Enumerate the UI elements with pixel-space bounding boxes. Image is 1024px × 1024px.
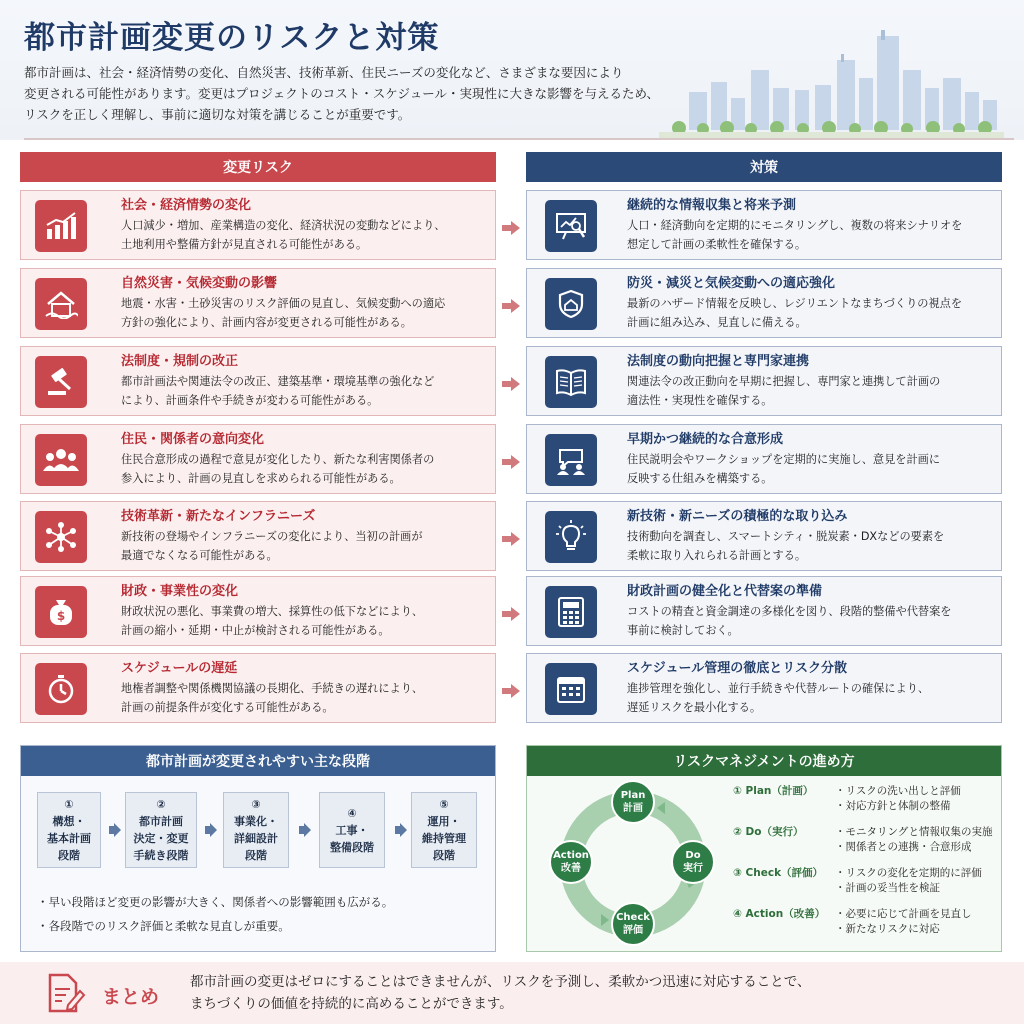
stages-panel [20,745,496,952]
measure-text: 技術動向を調査し、スマートシティ・脱炭素・DXなどの要素を [627,530,945,543]
calculator-icon [545,586,597,638]
risk-card [20,190,496,260]
arrow-right-icon [109,823,121,837]
arrow-right-icon [502,455,520,469]
arrow-right-icon [502,299,520,313]
stage-number: ④ [347,806,357,820]
gavel-icon [35,356,87,408]
risk-card [20,268,496,338]
summary-line: 都市計画の変更はゼロにすることはできませんが、リスクを予測し、柔軟かつ迅速に対応することで、 [190,974,811,990]
measure-text: 適法性・実現性を確保する。 [627,394,773,407]
measure-column-heading: 対策 [526,152,1002,182]
arrow-right-icon [299,823,311,837]
measure-title: 防災・減災と気候変動への適応強化 [627,276,836,291]
risk-text: 住民合意形成の過程で意見が変化したり、新たな利害関係者の [121,453,435,466]
pdca-node-do [671,840,715,884]
stage-label: 段階 [433,849,455,862]
stage-box [37,792,101,868]
measure-title: スケジュール管理の徹底とリスク分散 [627,661,847,676]
risk-title: 社会・経済情勢の変化 [121,198,252,213]
measure-title: 新技術・新ニーズの積極的な取り込み [627,509,848,524]
pdca-step-item: ・対応方針と体制の整備 [835,800,951,812]
pdca-step-item: ・新たなリスクに対応 [835,923,940,935]
pdca-node-action [549,840,593,884]
city-skyline-illustration [659,30,1004,138]
pdca-step-label: ① Plan（計画） [733,785,814,797]
risk-card [20,424,496,494]
arrow-right-icon [395,823,407,837]
stage-label: 詳細設計 [234,832,278,845]
disaster-house-icon [35,278,87,330]
stages-notes [37,890,393,938]
stage-label: 段階 [245,849,267,862]
pdca-node-en: Do [685,850,701,861]
chart-growth-icon [35,200,87,252]
stage-box [319,792,385,868]
arrow-right-icon [502,607,520,621]
stage-label: 段階 [58,849,80,862]
risk-management-panel [526,745,1002,952]
risk-card [20,501,496,571]
risk-title: 法制度・規制の改正 [121,354,239,369]
pdca-step-item: ・リスクの洗い出しと評価 [835,785,961,797]
measure-text: 進捗管理を強化し、並行手続きや代替ルートの確保により、 [627,682,930,695]
pdca-node-check [611,902,655,946]
people-group-icon [35,434,87,486]
stage-label: 手続き段階 [133,849,189,862]
summary-bar [0,962,1024,1024]
pdca-node-ja: 改善 [561,863,581,874]
risk-title: 技術革新・新たなインフラニーズ [121,509,316,524]
pdca-node-ja: 評価 [623,925,643,936]
risk-text: 人口減少・増加、産業構造の変化、経済状況の変動などにより、 [121,219,446,232]
stage-label: 工事・ [335,823,369,837]
risk-text: 参入により、計画の見直しを求められる可能性がある。 [121,472,401,485]
discussion-icon [545,434,597,486]
risk-card [20,576,496,646]
measure-text: 反映する仕組みを構築する。 [627,472,773,485]
stage-label: 事業化・ [234,815,278,828]
measure-text: 想定して計画の柔軟性を確保する。 [627,238,807,251]
risk-text: 財政状況の悪化、事業費の増大、採算性の低下などにより、 [121,605,424,618]
measure-text: 計画に組み込み、見直しに備える。 [627,316,807,329]
monitor-analysis-icon [545,200,597,252]
measure-card [526,190,1002,260]
pdca-step-item: ・必要に応じて計画を見直し [835,908,972,920]
pdca-step-item: ・モニタリングと情報収集の実施 [835,826,993,838]
risk-card [20,346,496,416]
summary-text [190,971,810,1015]
pdca-step-label: ② Do（実行） [733,826,804,838]
arrow-right-icon [502,684,520,698]
pdca-node-ja: 計画 [623,803,643,814]
arrow-right-icon [502,221,520,235]
measure-text: 最新のハザード情報を反映し、レジリエントなまちづくりの視点を [627,297,963,310]
summary-label: まとめ [102,986,160,1008]
measure-title: 継続的な情報収集と将来予測 [627,198,797,213]
pdca-step [733,823,993,864]
risk-title: 自然災害・気候変動の影響 [121,276,278,291]
stage-label: 運用・ [427,815,461,828]
pdca-node-ja: 実行 [683,863,703,874]
arrow-right-icon [502,532,520,546]
pdca-node-en: Action [553,850,589,861]
pdca-step [733,905,993,946]
intro-line: 都市計画は、社会・経済情勢の変化、自然災害、技術革新、住民ニーズの変化など、さまざまな要因により [24,65,624,80]
pdca-steps [733,782,993,946]
measure-card [526,268,1002,338]
book-icon [545,356,597,408]
measure-text: 事前に検討しておく。 [627,624,739,637]
stage-number: ③ [251,798,261,811]
pdca-node-plan [611,780,655,824]
risk-title: スケジュールの遅延 [121,661,238,676]
risk-text: 計画の前提条件が変化する可能性がある。 [121,701,334,714]
risk-text: 計画の縮小・延期・中止が検討される可能性がある。 [121,624,390,637]
stage-number: ② [156,798,166,811]
risk-text: 地権者調整や関係機関協議の長期化、手続きの遅れにより、 [121,682,424,695]
lightbulb-icon [545,511,597,563]
money-bag-icon [35,586,87,638]
summary-line: まちづくりの価値を持続的に高めることができます。 [190,996,513,1012]
stage-box [125,792,197,868]
arrow-right-icon [502,377,520,391]
pdca-step [733,864,993,905]
measure-title: 早期かつ継続的な合意形成 [627,432,784,447]
intro-text [24,62,704,125]
pdca-step-item: ・リスクの変化を定期的に評価 [835,867,982,879]
stage-number: ⑤ [439,798,449,811]
document-pen-icon [46,971,86,1015]
arrow-right-icon [205,823,217,837]
network-icon [35,511,87,563]
pdca-step [733,782,993,823]
measure-title: 財政計画の健全化と代替案の準備 [627,584,823,599]
risk-column-heading: 変更リスク [20,152,496,182]
risk-title: 住民・関係者の意向変化 [121,432,265,447]
risk-text: 新技術の登場やインフラニーズの変化により、当初の計画が [121,530,423,543]
svg-text:$: $ [56,609,66,623]
measure-card [526,501,1002,571]
risk-management-heading: リスクマネジメントの進め方 [527,746,1001,776]
intro-line: 変更される可能性があります。変更はプロジェクトのコスト・スケジュール・実現性に大きな影響を与えるため、 [24,86,660,101]
stage-label: 整備段階 [330,840,374,854]
stage-box [223,792,289,868]
pdca-step-item: ・関係者との連携・合意形成 [835,841,972,853]
stage-box [411,792,477,868]
pdca-node-en: Check [616,912,650,923]
stage-label: 都市計画 [139,815,183,828]
measure-card [526,576,1002,646]
risk-text: により、計画条件や手続きが変わる可能性がある。 [121,394,379,407]
measure-card [526,346,1002,416]
pdca-step-label: ④ Action（改善） [733,908,826,920]
stage-label: 維持管理 [422,832,466,845]
stage-note: ・早い段階ほど変更の影響が大きく、関係者への影響範囲も広がる。 [37,895,394,909]
risk-text: 方針の強化により、計画内容が変更される可能性がある。 [121,316,412,329]
stage-note: ・各段階でのリスク評価と柔軟な見直しが重要。 [37,919,290,933]
stage-number: ① [64,798,74,811]
pdca-step-item: ・計画の妥当性を検証 [835,882,940,894]
measure-text: 遅延リスクを最小化する。 [627,701,762,714]
page-title: 都市計画変更のリスクと対策 [24,20,440,56]
measure-text: 関連法令の改正動向を早期に把握し、専門家と連携して計画の [627,375,941,388]
measure-card [526,653,1002,723]
risk-card [20,653,496,723]
pdca-cycle [537,778,737,950]
measure-text: コストの精査と資金調達の多様化を図り、段階的整備や代替案を [627,605,952,618]
pdca-node-en: Plan [620,790,646,801]
stage-label: 基本計画 [47,832,91,845]
calendar-icon [545,663,597,715]
stages-heading: 都市計画が変更されやすい主な段階 [21,746,495,776]
header [0,0,1024,140]
risk-text: 最適でなくなる可能性がある。 [121,549,278,562]
stage-label: 構想・ [52,815,86,828]
risk-text: 土地利用や整備方針が見直される可能性がある。 [121,238,368,251]
risk-text: 都市計画法や関連法令の改正、建築基準・環境基準の強化など [121,375,435,388]
shield-house-icon [545,278,597,330]
stage-label: 決定・変更 [133,832,189,845]
measure-text: 柔軟に取り入れられる計画とする。 [627,549,807,562]
measure-text: 住民説明会やワークショップを定期的に実施し、意見を計画に [627,453,941,466]
measure-card [526,424,1002,494]
intro-line: リスクを正しく理解し、事前に適切な対策を講じることが重要です。 [24,107,411,122]
risk-text: 地震・水害・土砂災害のリスク評価の見直し、気候変動への適応 [121,297,446,310]
measure-text: 人口・経済動向を定期的にモニタリングし、複数の将来シナリオを [627,219,963,232]
stopwatch-icon [35,663,87,715]
risk-title: 財政・事業性の変化 [121,584,239,599]
header-divider [24,138,1014,140]
pdca-step-label: ③ Check（評価） [733,867,824,879]
measure-title: 法制度の動向把握と専門家連携 [627,354,810,369]
